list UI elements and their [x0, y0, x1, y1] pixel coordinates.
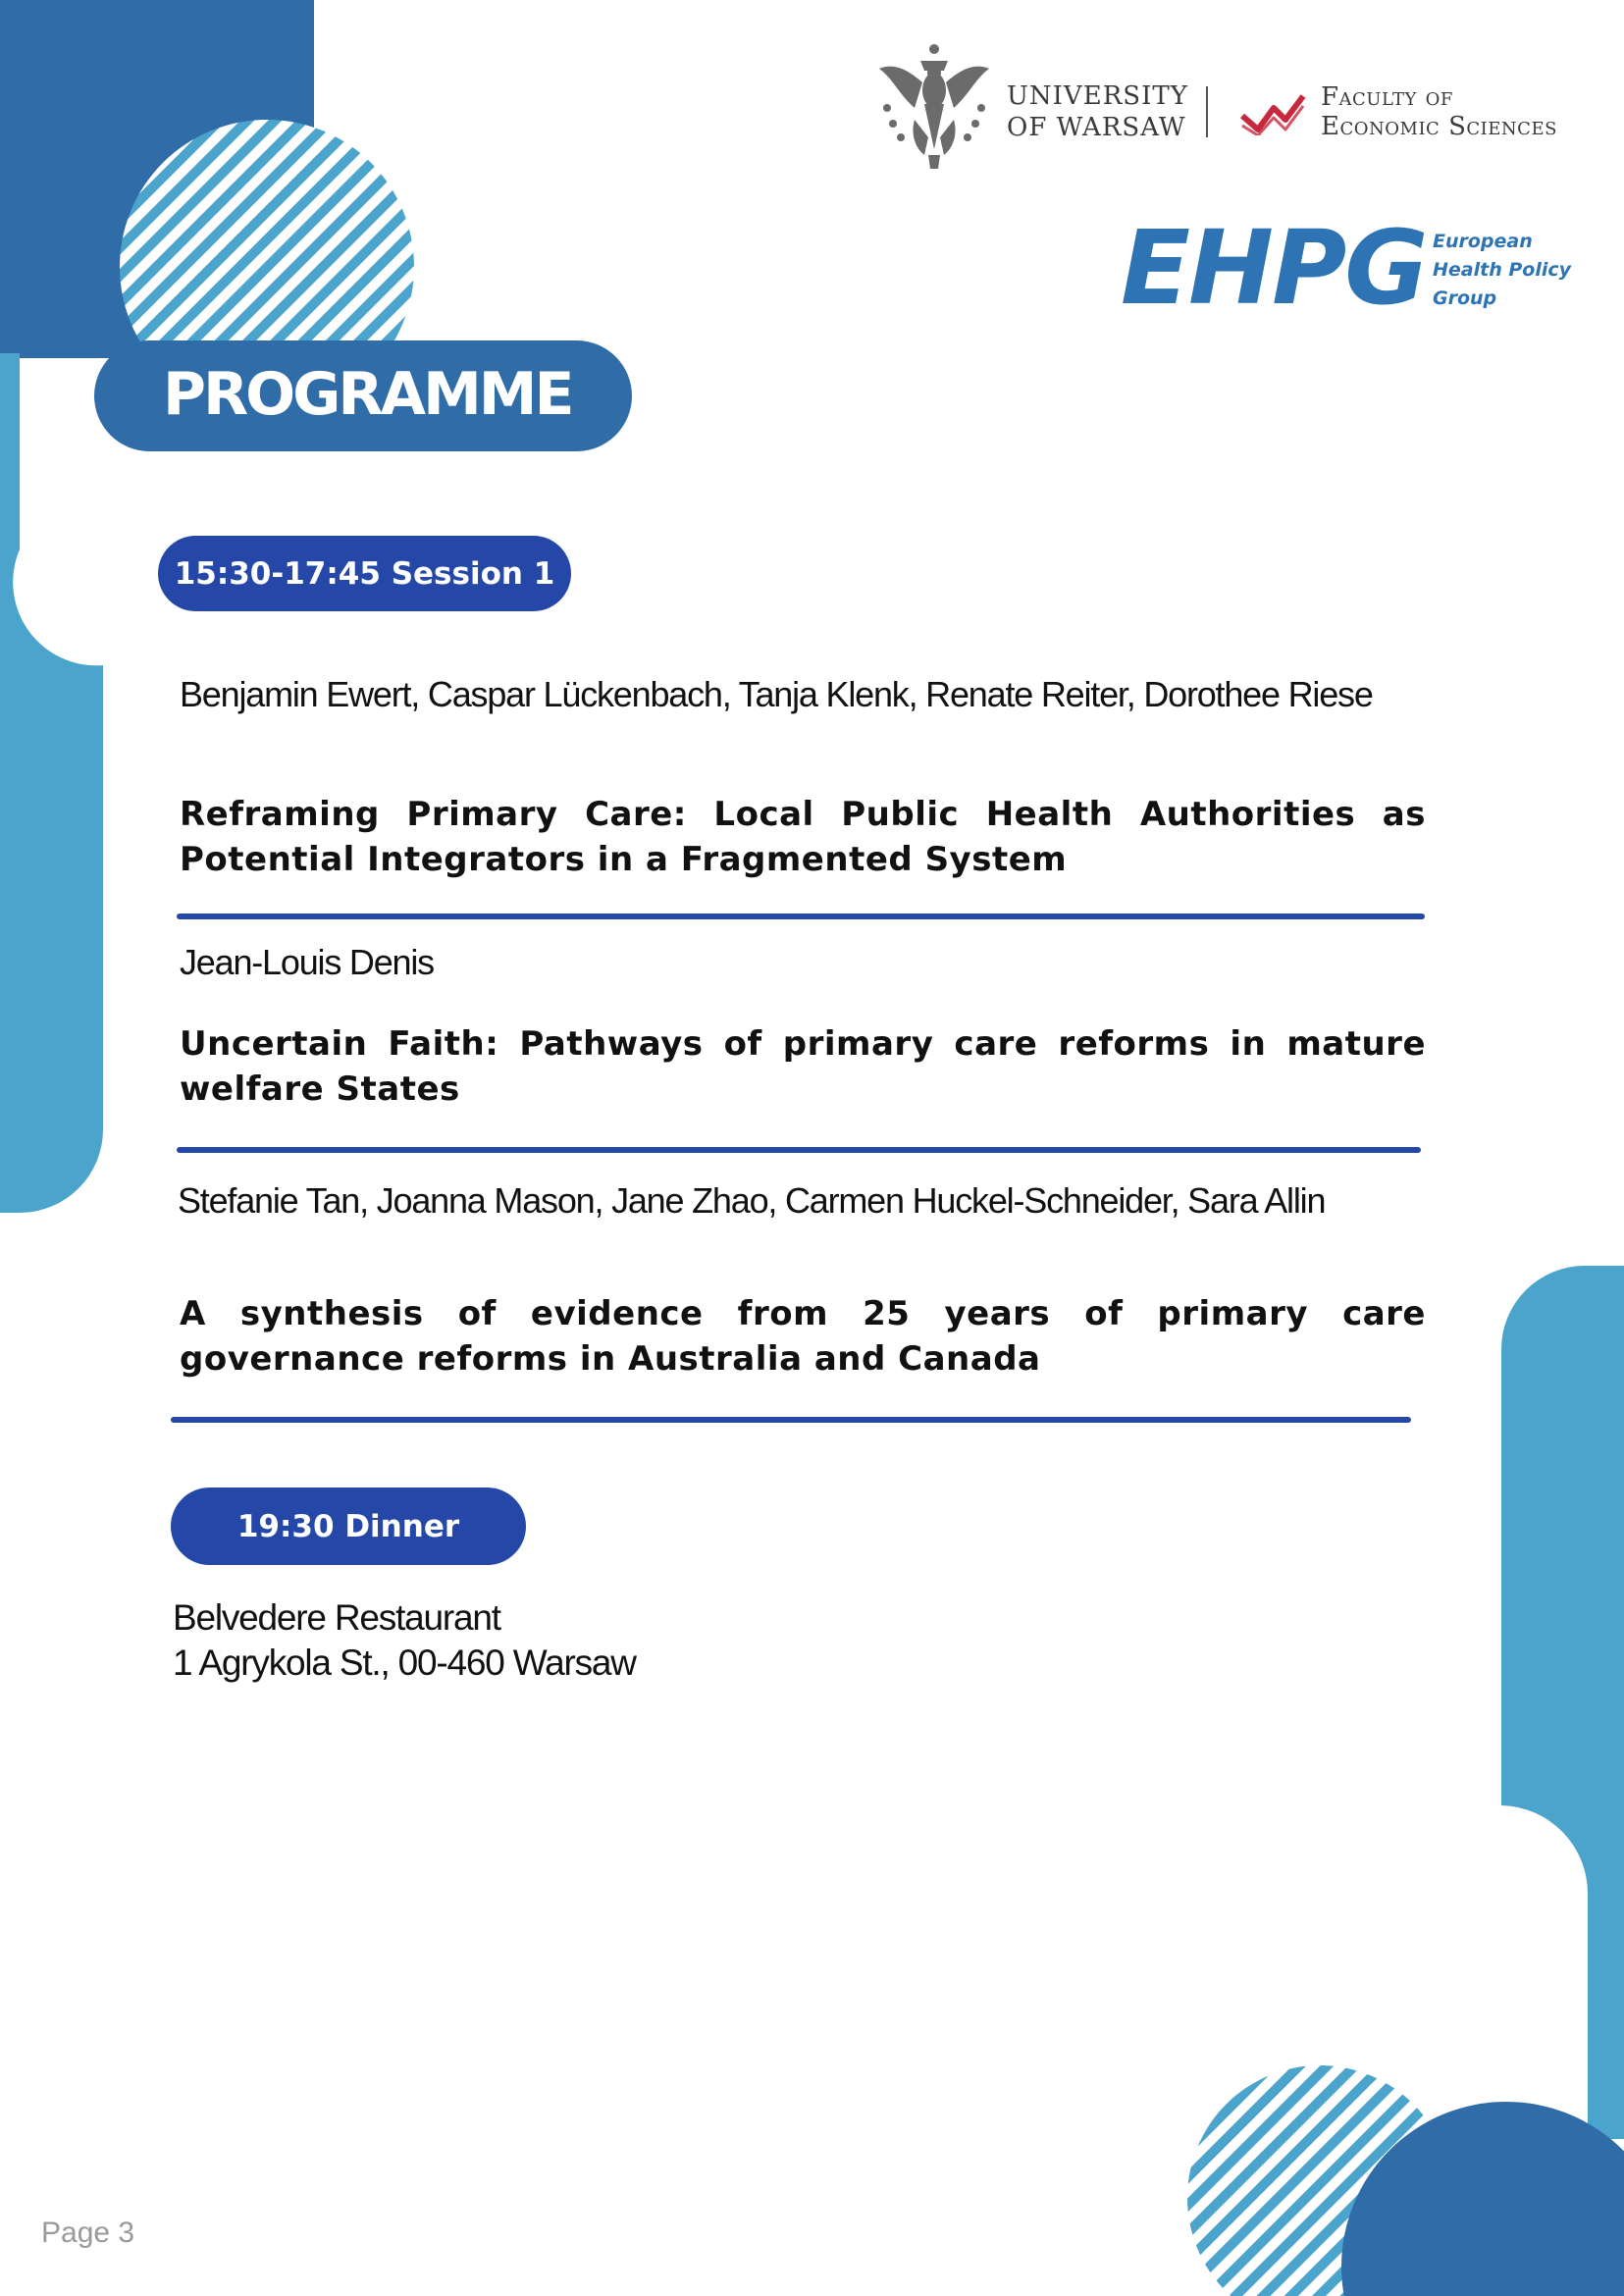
talk-2-title: Uncertain Faith: Pathways of primary care reforms in mature welfare States — [180, 1024, 1426, 1109]
session-time-badge: 15:30-17:45 Session 1 — [158, 536, 571, 611]
dinner-time-badge: 19:30 Dinner — [171, 1487, 526, 1565]
right-bar — [1501, 1266, 1624, 2139]
faculty-chart-mark-icon — [1238, 86, 1307, 135]
page-title: PROGRAMME — [163, 360, 572, 429]
ehpg-full-name: European Health Policy Group — [1433, 231, 1571, 309]
dinner-venue — [173, 1595, 636, 1686]
faculty-name: Faculty of Economic Sciences — [1321, 82, 1557, 141]
talk-1-divider — [177, 913, 1425, 919]
logo-divider — [1206, 86, 1208, 137]
talk-3-authors: Stefanie Tan, Joanna Mason, Jane Zhao, Carmen Huckel-Schneider, Sara Allin — [178, 1180, 1326, 1221]
ehpg-acronym: EHPG — [1121, 208, 1427, 328]
venue-address: 1 Agrykola St., 00-460 Warsaw — [173, 1643, 636, 1683]
talk-1-authors: Benjamin Ewert, Caspar Lückenbach, Tanja Klenk, Renate Reiter, Dorothee Riese — [180, 674, 1373, 714]
talk-2-divider — [177, 1147, 1421, 1153]
left-bar — [0, 353, 103, 1213]
venue-name: Belvedere Restaurant — [173, 1597, 500, 1638]
talk-3-divider — [171, 1417, 1411, 1423]
talk-1-title: Reframing Primary Care: Local Public Health Authorities as Potential Integrators in a Fragmented System — [180, 795, 1426, 879]
talk-2-authors: Jean-Louis Denis — [180, 942, 434, 982]
faculty-logo — [1238, 78, 1592, 147]
eagle-emblem-icon — [871, 39, 997, 177]
page-number: Page 3 — [41, 2217, 135, 2249]
talk-3-title: A synthesis of evidence from 25 years of primary care governance reforms in Australia and Canada — [180, 1294, 1426, 1379]
university-of-warsaw-logo — [871, 39, 1205, 177]
university-name: UNIVERSITY OF WARSAW — [1007, 81, 1188, 142]
